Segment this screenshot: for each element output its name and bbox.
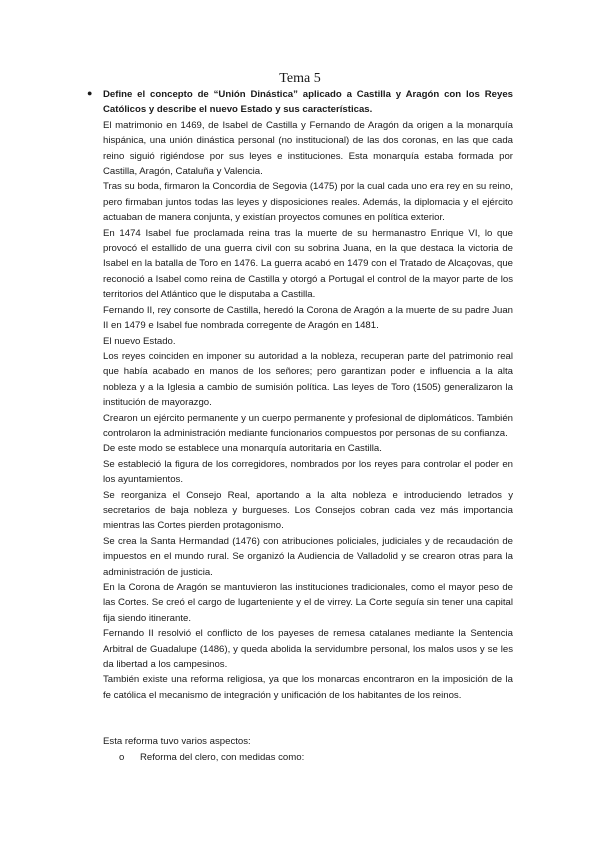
paragraph-hermandad: Se crea la Santa Hermandad (1476) con atribuciones policiales, judiciales y de recaudación de impuestos en el mundo rural. Se organizó la Audiencia de Valladolid y se crearon otras para la administración de justicia. xyxy=(103,535,513,578)
paragraph-guerra: En 1474 Isabel fue proclamada reina tras la muerte de su hermanastro Enrique VI, lo que provocó el estallido de una guerra civil con su sobrina Juana, en la que destaca la victoria de Isabel en la batalla de Toro en 1476. La guerra acabó en 1479 con el Tratado de Alcaçovas, que reconoció a Isabel como reina de Castilla y otorgó a Portugal el control de la mayor parte de los territorios del Atlántico que le disputaba a Castilla. xyxy=(103,227,513,301)
spacer xyxy=(103,703,513,734)
paragraph-fernando: Fernando II, rey consorte de Castilla, heredó la Corona de Aragón a la muerte de su padre Juan II en 1479 e Isabel fue nombrada corregente de Aragón en 1481. xyxy=(103,304,513,332)
closing-text: Esta reforma tuvo varios aspectos: xyxy=(103,736,251,748)
question-text: Define el concepto de “Unión Dinástica” aplicado a Castilla y Aragón con los Reyes Católicos y describe el nuevo Estado y sus características. xyxy=(103,89,513,116)
paragraph-corregidores: Se estableció la figura de los corregidores, nombrados por los reyes para controlar el poder en los ayuntamientos. xyxy=(103,458,513,486)
paragraph-union: El matrimonio en 1469, de Isabel de Castilla y Fernando de Aragón da origen a la monarquía hispánica, una unión dinástica personal (no institucional) de las dos coronas, en las que cada reino siguió rigiéndose por sus leyes e instituciones. Esta monarquía estaba formada por Castilla, Aragón, Cataluña y Valencia. xyxy=(103,119,513,178)
paragraph-aragon: En la Corona de Aragón se mantuvieron las instituciones tradicionales, como el mayor peso de las Cortes. Se creó el cargo de lugarteniente y el de virrey. La Corte seguía sin tener una capital fija siendo itinerante. xyxy=(103,582,513,624)
bullet-icon: ● xyxy=(87,88,93,98)
document-body xyxy=(103,87,513,765)
circle-bullet-icon: o xyxy=(119,751,125,763)
paragraph-consejo: Se reorganiza el Consejo Real, aportando a la alta nobleza e introduciendo letrados y secretarios de baja nobleza y burgueses. Los Consejos cobran cada vez más importancia mientras las Cortes pierden protagonismo. xyxy=(103,489,513,532)
page-title: Tema 5 xyxy=(279,71,321,86)
sub-list-item-text: Reforma del clero, con medidas como: xyxy=(140,751,305,763)
paragraph-remensa: Fernando II resolvió el conflicto de los payeses de remesa catalanes mediante la Sentencia Arbitral de Guadalupe (1486), y queda abolida la servidumbre personal, los malos usos y se les da libertad a los campesinos. xyxy=(103,628,513,671)
paragraph-religiosa: También existe una reforma religiosa, ya que los monarcas encontraron en la imposición de la fe católica el mecanismo de integración y unificación de los habitantes de los reinos. xyxy=(103,674,513,701)
paragraph-concordia: Tras su boda, firmaron la Concordia de Segovia (1475) por la cual cada uno era rey en su reino, pero firmaban juntos todas las leyes y disposiciones reales. Además, la diplomacia y el ejército actuaban de manera conjunta, y existían proyectos comunes en política exterior. xyxy=(103,181,513,224)
paragraph-nobleza: Los reyes coinciden en imponer su autoridad a la nobleza, recuperan parte del patrimonio real que había acabado en manos de los señores; pero garantizan poder e influencia a la alta nobleza y a la Iglesia a cambio de sumisión política. Las leyes de Toro (1505) generalizaron la institución de mayorazgo. xyxy=(103,350,513,409)
sub-list-item xyxy=(103,750,513,765)
section-heading: El nuevo Estado. xyxy=(103,335,176,347)
paragraph-ejercito: Crearon un ejército permanente y un cuerpo permanente y profesional de diplomáticos. También controlaron la administración mediante funcionarios compuestos por personas de su confianza. xyxy=(103,412,513,439)
paragraph-monarquia: De este modo se establece una monarquía autoritaria en Castilla. xyxy=(103,443,382,455)
